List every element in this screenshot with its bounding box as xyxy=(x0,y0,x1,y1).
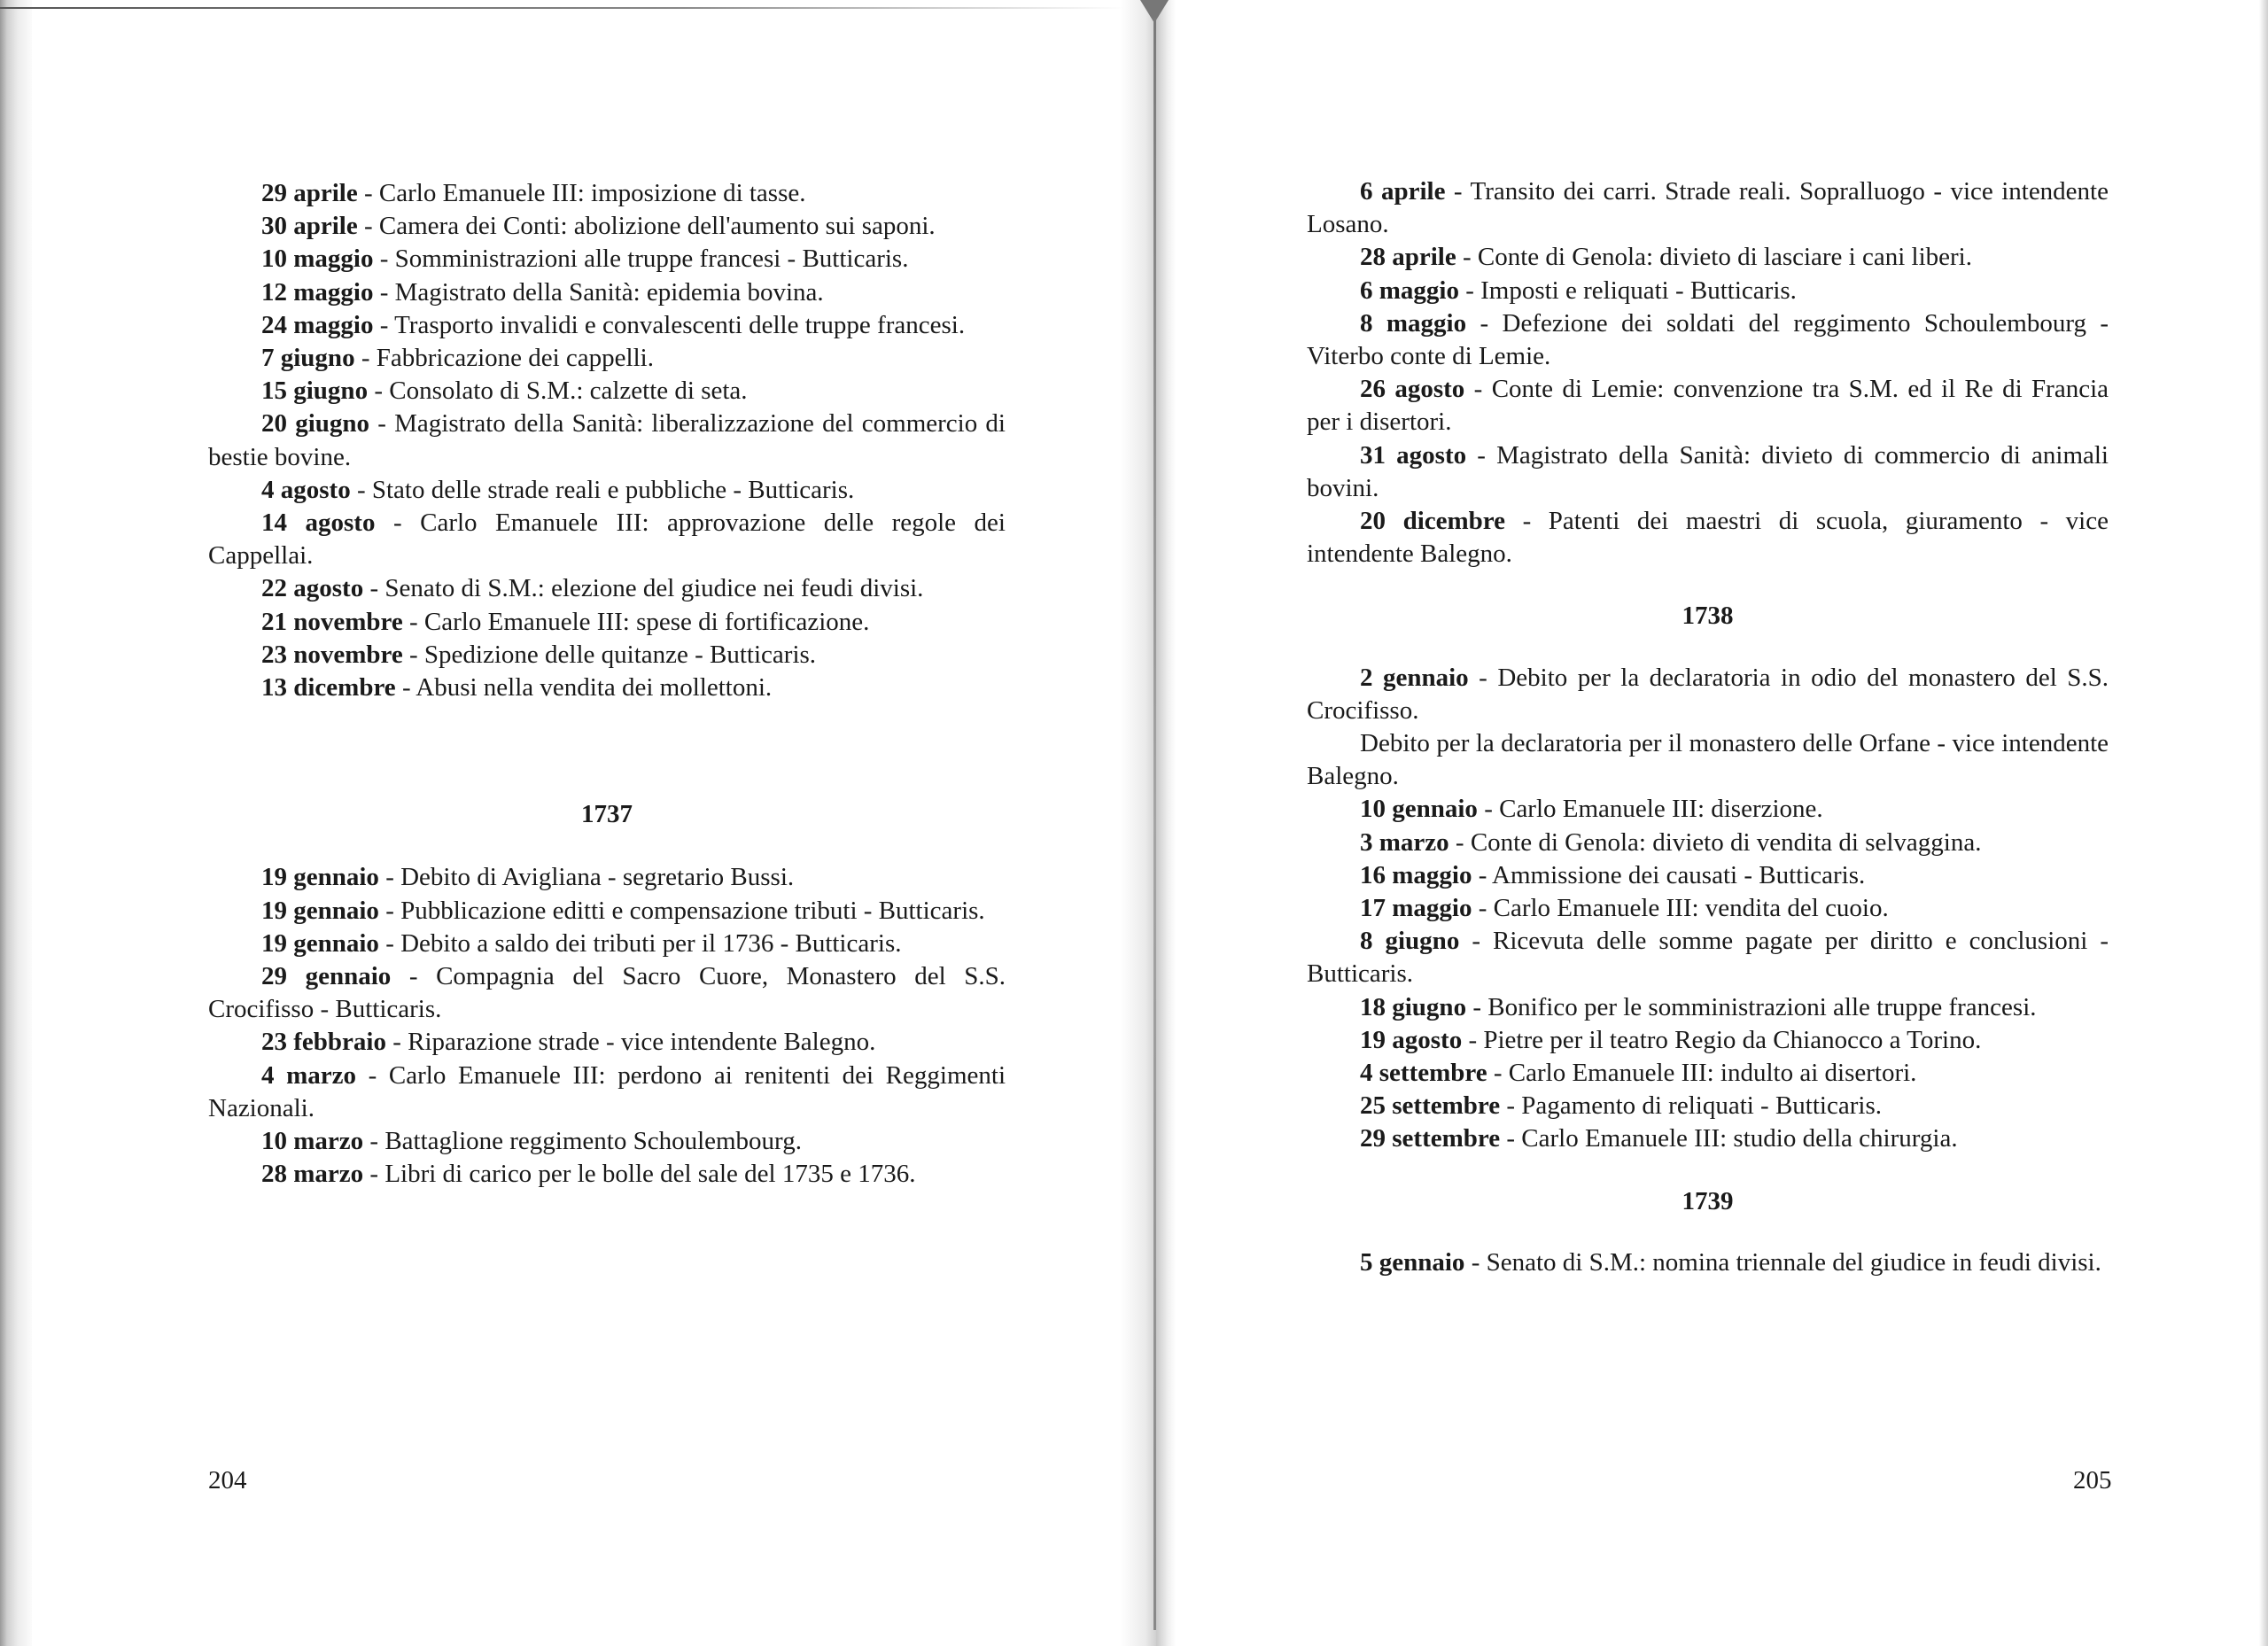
entry-date: 10 gennaio xyxy=(1360,795,1478,824)
entry-date: 23 novembre xyxy=(261,640,403,669)
entry-date: 13 dicembre xyxy=(261,673,396,703)
entry xyxy=(208,342,1006,375)
entry-text: - Consolato di S.M.: calzette di seta. xyxy=(368,377,748,406)
entry xyxy=(208,408,1006,473)
entry xyxy=(208,960,1006,1026)
entry xyxy=(1307,1122,2109,1155)
entry-date: 4 settembre xyxy=(1360,1059,1487,1088)
entry xyxy=(208,928,1006,960)
entry xyxy=(1307,275,2109,307)
entry-text: - Carlo Emanuele III: approvazione delle regole dei Cappellai. xyxy=(208,509,1006,571)
entry-text: - Debito di Avigliana - segretario Bussi. xyxy=(378,863,795,892)
entry-date: 4 marzo xyxy=(261,1060,357,1090)
entry xyxy=(1307,892,2109,925)
entry-text: - Magistrato della Sanità: epidemia bovina. xyxy=(373,277,824,307)
entry-text: - Riparazione strade - vice intendente Balegno. xyxy=(385,1028,876,1057)
entry xyxy=(208,507,1006,572)
entry xyxy=(1307,241,2109,274)
entry xyxy=(208,1125,1006,1158)
entry xyxy=(1307,373,2109,439)
entry xyxy=(208,309,1006,342)
entry-text: - Senato di S.M.: nomina triennale del giudice in feudi divisi. xyxy=(1464,1247,2101,1277)
entry-text: - Ricevuta delle somme pagate per diritto e conclusioni - Butticaris. xyxy=(1307,927,2109,989)
entry-date: 18 giugno xyxy=(1360,992,1467,1021)
entry-text: - Debito per la declaratoria in odio del monastero del S.S. Crocifisso. xyxy=(1307,663,2109,725)
entry xyxy=(208,639,1006,672)
entry-date: 24 maggio xyxy=(261,310,374,339)
entry xyxy=(1307,925,2109,990)
entry-text: - Carlo Emanuele III: vendita del cuoio. xyxy=(1472,894,1889,923)
entry-date: 10 marzo xyxy=(261,1127,364,1156)
entry-date: 2 gennaio xyxy=(1360,663,1469,692)
entry-text: - Carlo Emanuele III: studio della chirurgia. xyxy=(1500,1124,1958,1153)
entry xyxy=(208,1026,1006,1059)
entry xyxy=(1307,727,2109,793)
entry xyxy=(208,1158,1006,1191)
entry-date: 6 aprile xyxy=(1360,177,1446,206)
entry xyxy=(208,1060,1006,1125)
entry xyxy=(208,375,1006,408)
entry xyxy=(208,606,1006,639)
entry-date: 8 giugno xyxy=(1360,927,1460,956)
entry xyxy=(1307,859,2109,892)
entry-text: - Magistrato della Sanità: liberalizzazione del commercio di bestie bovine. xyxy=(208,409,1006,471)
entry-text: - Libri di carico per le bolle del sale del 1735 e 1736. xyxy=(363,1160,916,1189)
entry-date: 30 aprile xyxy=(261,212,358,241)
page-number: 204 xyxy=(208,1466,247,1495)
entry-date: 15 giugno xyxy=(261,377,369,406)
entry xyxy=(1307,1057,2109,1090)
entry xyxy=(208,177,1006,210)
entry xyxy=(208,895,1006,928)
entry-date: 8 maggio xyxy=(1360,308,1467,338)
entry-text: - Battaglione reggimento Schoulembourg. xyxy=(363,1127,802,1156)
entry-text: - Fabbricazione dei cappelli. xyxy=(354,344,654,373)
entry-text: - Carlo Emanuele III: diserzione. xyxy=(1477,795,1823,824)
entry xyxy=(208,861,1006,894)
entry-date: 19 gennaio xyxy=(261,863,379,892)
entry xyxy=(1307,827,2109,859)
entry-date: 23 febbraio xyxy=(261,1028,386,1057)
entry-text: - Conte di Genola: divieto di lasciare i cani liberi. xyxy=(1456,243,1972,272)
entry-date: 26 agosto xyxy=(1360,375,1465,404)
entry-date: 29 aprile xyxy=(261,179,358,207)
entry-text: Debito per la declaratoria per il monastero delle Orfane - vice intendente Balegno. xyxy=(1307,729,2109,791)
entry-date: 29 settembre xyxy=(1360,1124,1501,1153)
entry-text: - Pietre per il teatro Regio da Chianocco a Torino. xyxy=(1462,1025,1982,1054)
entry-date: 21 novembre xyxy=(261,607,403,636)
right-text-block xyxy=(1307,175,2109,1279)
entry-text: - Magistrato della Sanità: divieto di commercio di animali bovini. xyxy=(1307,440,2109,502)
page-edge-shadow xyxy=(0,0,32,1646)
entry-date: 22 agosto xyxy=(261,574,364,603)
entry-text: - Defezione dei soldati del reggimento Schoulembourg - Viterbo conte di Lemie. xyxy=(1307,308,2109,371)
entry xyxy=(1307,793,2109,826)
entry xyxy=(208,210,1006,243)
left-text-block xyxy=(208,177,1006,1191)
entry-date: 20 giugno xyxy=(261,409,370,439)
entry xyxy=(1307,991,2109,1024)
entry-text: - Patenti dei maestri di scuola, giuramento - vice intendente Balegno. xyxy=(1307,507,2109,569)
entry-date: 7 giugno xyxy=(261,344,355,373)
entry-text: - Carlo Emanuele III: perdono ai renitenti dei Reggimenti Nazionali. xyxy=(208,1060,1006,1122)
entry-date: 28 marzo xyxy=(261,1160,364,1189)
entry-text: - Ammissione dei causati - Butticaris. xyxy=(1472,860,1866,889)
entry-date: 25 settembre xyxy=(1360,1091,1501,1121)
entry-text: - Camera dei Conti: abolizione dell'aumento sui saponi. xyxy=(357,212,936,241)
entry-date: 20 dicembre xyxy=(1360,507,1505,536)
entry-text: - Carlo Emanuele III: imposizione di tasse. xyxy=(357,179,806,207)
entry-text: - Pagamento di reliquati - Butticaris. xyxy=(1500,1091,1882,1121)
entry xyxy=(208,672,1006,704)
page-top-edge xyxy=(0,7,1125,9)
entry-text: - Compagnia del Sacro Cuore, Monastero del S.S. Crocifisso - Butticaris. xyxy=(208,962,1006,1024)
entry xyxy=(1307,505,2109,571)
entry-date: 6 maggio xyxy=(1360,276,1459,305)
year-heading: 1737 xyxy=(581,800,633,829)
entry-date: 29 gennaio xyxy=(261,962,392,991)
page-number: 205 xyxy=(2073,1466,2112,1495)
entry-date: 19 gennaio xyxy=(261,896,379,925)
entry-text: - Stato delle strade reali e pubbliche - Butticaris. xyxy=(350,475,855,504)
entry-text: - Carlo Emanuele III: spese di fortificazione. xyxy=(402,607,870,636)
entry-date: 17 maggio xyxy=(1360,894,1472,923)
entry-date: 19 gennaio xyxy=(261,928,379,958)
entry xyxy=(208,276,1006,309)
entry-text: - Abusi nella vendita dei mollettoni. xyxy=(395,673,773,703)
entry xyxy=(1307,662,2109,727)
year-heading: 1738 xyxy=(1682,602,1734,631)
entry-text: - Trasporto invalidi e convalescenti delle truppe francesi. xyxy=(373,310,966,339)
entry-text: - Senato di S.M.: elezione del giudice nei feudi divisi. xyxy=(363,574,924,603)
entry-text: - Transito dei carri. Strade reali. Sopralluogo - vice intendente Losano. xyxy=(1307,177,2109,239)
entry-date: 19 agosto xyxy=(1360,1025,1463,1054)
year-heading: 1739 xyxy=(1682,1186,1734,1215)
entry-date: 14 agosto xyxy=(261,509,376,538)
gutter-shadow xyxy=(1156,0,1176,1646)
entry-date: 31 agosto xyxy=(1360,440,1467,470)
entry xyxy=(208,572,1006,605)
entry-text: - Pubblicazione editti e compensazione tributi - Butticaris. xyxy=(378,896,985,925)
entry xyxy=(1307,175,2109,241)
entry xyxy=(1307,1090,2109,1122)
entry-date: 28 aprile xyxy=(1360,243,1456,272)
entry-text: - Imposti e reliquati - Butticaris. xyxy=(1458,276,1797,305)
entry-date: 5 gennaio xyxy=(1360,1247,1465,1277)
entry-date: 4 agosto xyxy=(261,475,351,504)
entry xyxy=(1307,1246,2109,1279)
entry xyxy=(1307,1024,2109,1057)
gutter-shadow xyxy=(1121,0,1156,1646)
entry-text: - Spedizione delle quitanze - Butticaris. xyxy=(402,640,817,669)
entry-date: 12 maggio xyxy=(261,277,374,307)
entry-text: - Debito a saldo dei tributi per il 1736 - Butticaris. xyxy=(378,928,902,958)
entry xyxy=(1307,439,2109,505)
entry-date: 16 maggio xyxy=(1360,860,1472,889)
entry-text: - Bonifico per le somministrazioni alle truppe francesi. xyxy=(1466,992,2037,1021)
right-page xyxy=(1156,0,2268,1646)
entry-text: - Conte di Lemie: convenzione tra S.M. ed il Re di Francia per i disertori. xyxy=(1307,375,2109,437)
entry-date: 3 marzo xyxy=(1360,827,1449,857)
spine-fold-line xyxy=(1153,18,1156,1630)
entry-text: - Conte di Genola: divieto di vendita di selvaggina. xyxy=(1449,827,1982,857)
entry-text: - Somministrazioni alle truppe francesi - Butticaris. xyxy=(373,245,909,274)
entry xyxy=(208,243,1006,276)
page-edge-shadow xyxy=(2259,0,2268,1646)
entry xyxy=(1307,307,2109,373)
entry xyxy=(208,474,1006,507)
entry-text: - Carlo Emanuele III: indulto ai disertori. xyxy=(1487,1059,1917,1088)
entry-date: 10 maggio xyxy=(261,245,374,274)
